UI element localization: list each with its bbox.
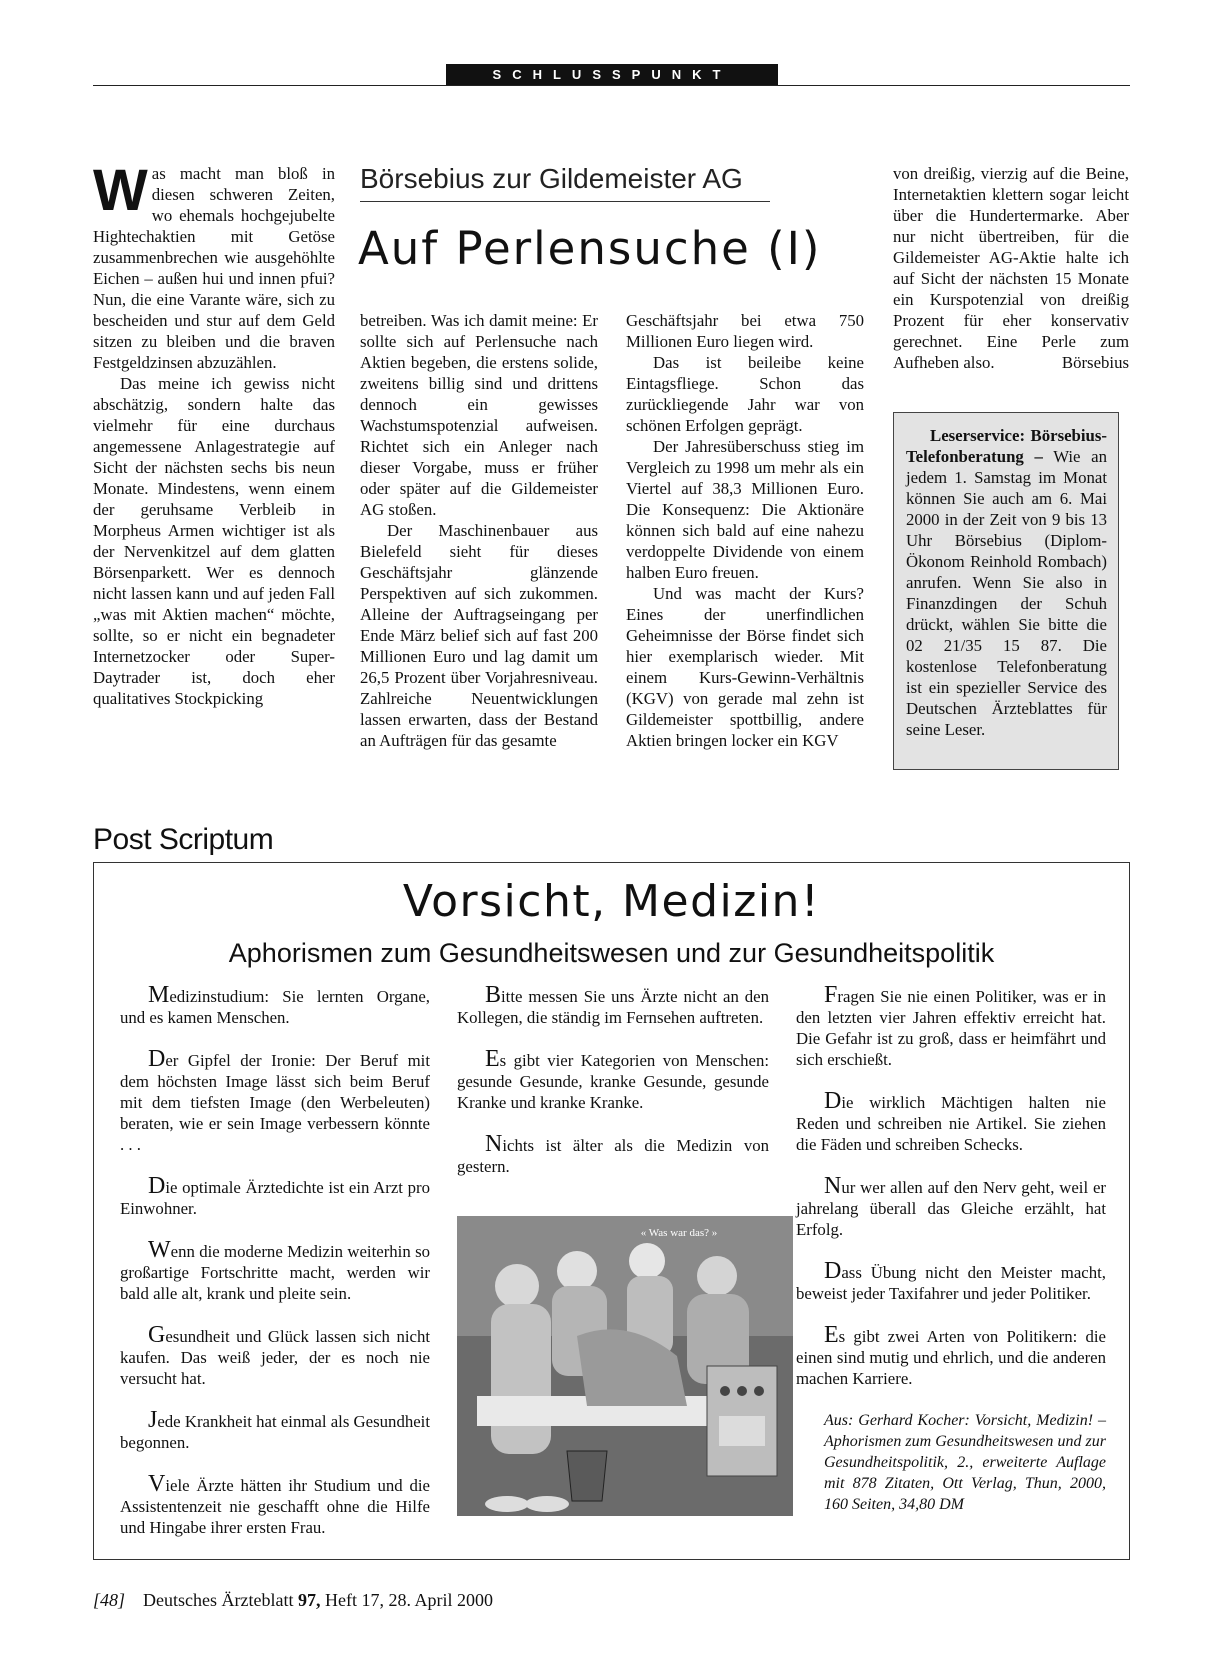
- article-kicker: Börsebius zur Gildemeister AG: [360, 163, 770, 202]
- aphorism: Die optimale Ärztedichte ist ein Arzt pro Einwohner.: [120, 1173, 430, 1218]
- aphorism: Es gibt zwei Arten von Politikern: die einen sind mutig und ehrlich, und die anderen machen Karriere.: [796, 1322, 1106, 1388]
- aphorism: Dass Übung nicht den Meister macht, beweist jeder Taxifahrer und jeder Politiker.: [796, 1258, 1106, 1303]
- paragraph: Der Maschinenbauer aus Bielefeld sieht für dieses Geschäftsjahr glänzende Perspektiven auf sich zukommen. Alleine der Auftragseingang per Ende März belief sich auf fast 200 Millionen Euro und lag damit um 26,5 Prozent über Vorjahresniveau. Zahlreiche Neuentwicklungen lassen erwarten, dass der Bestand an Aufträgen für das gesamte: [360, 521, 598, 750]
- author-signature: Börsebius: [1061, 353, 1129, 372]
- aphorism-column-1: [120, 982, 430, 1559]
- article-column-3: [626, 310, 864, 751]
- paragraph: Und was macht der Kurs? Eines der unerfindlichen Geheimnisse der Börse findet sich hier exemplarisch wieder. Mit einem Kurs-Gewinn-Verhältnis (KGV) von gerade mal zehn ist Gildemeister spottbillig, andere Aktien bringen locker ein KGV: [626, 584, 864, 750]
- surgery-cartoon: [457, 1216, 793, 1516]
- paragraph: Das meine ich gewiss nicht abschätzig, sondern halte das vielmehr für eine durchaus angemessene Anlagestrategie auf Sicht der nächsten sechs bis neun Monate. Mindestens, wenn einem der geruhsame Verbleib in Morpheus Armen wichtiger ist als der Nervenkitzel auf dem glatten Börsenparkett. Wer es dennoch nicht lassen kann und auf jeden Fall „was mit Aktien machen“ möchte, sollte, so er nicht ein begnadeter Internetzocker oder Super-Daytrader ist, doch eher qualitatives Stockpicking: [93, 374, 335, 708]
- drop-cap: W: [93, 158, 148, 223]
- article-column-1: [93, 158, 335, 709]
- article-column-4: [893, 163, 1129, 373]
- aphorism-column-3: [796, 982, 1106, 1515]
- paragraph: as macht man bloß in diesen schweren Zeiten, wo ehemals hochgejubelte Hightechaktien mit Getöse zusammenbrechen wie ausgehöhlte Eichen – außen hui und innen pfui? Nun, die eine Varante wäre, sich zu bescheiden und stur auf dem Geld sitzen zu bleiben und die braven Festgeldzinsen abzuzählen.: [93, 164, 335, 372]
- aphorism: Jede Krankheit hat einmal als Gesundheit begonnen.: [120, 1407, 430, 1452]
- aphorism: Nichts ist älter als die Medizin von gestern.: [457, 1131, 769, 1176]
- section-tag: SCHLUSSPUNKT: [446, 64, 778, 85]
- aphorism: Es gibt vier Kategorien von Menschen: gesunde Gesunde, kranke Gesunde, gesunde Kranke und kranke Kranke.: [457, 1046, 769, 1112]
- post-scriptum-label: Post Scriptum: [93, 823, 274, 856]
- aphorism: Gesundheit und Glück lassen sich nicht kaufen. Das weiß jeder, der es noch nie versucht hat.: [120, 1322, 430, 1388]
- article-column-2: [360, 310, 598, 751]
- paragraph: Der Jahresüberschuss stieg im Vergleich zu 1998 um mehr als ein Viertel auf 38,3 Millionen Euro. Die Konsequenz: Die Aktionäre können sich bald auf eine nahezu verdoppelte Dividende von einem halben Euro freuen.: [626, 437, 864, 582]
- paragraph: betreiben. Was ich damit meine: Er sollte sich auf Perlensuche nach Aktien begeben, die erstens solide, zweitens billig sind und drittens dennoch ein gewisses Wachstumspotenzial aufweisen. Richtet sich ein Anleger nach dieser Vorgabe, muss er früher oder später auf die Gildemeister AG stoßen.: [360, 311, 598, 519]
- paragraph: von dreißig, vierzig auf die Beine, Internetaktien klettern sogar leicht über die Hundertermarke. Aber nur nicht übertreiben, für die Gildemeister AG-Aktie halte ich auf Sicht der nächsten 15 Monate ein Kurspotenzial von dreißig Prozent für eher konservativ gerechnet. Eine Perle zum Aufheben also.: [893, 164, 1129, 372]
- cartoon-caption: « Was war das? »: [640, 1227, 718, 1239]
- source-citation: Aus: Gerhard Kocher: Vorsicht, Medizin! – Aphorismen zum Gesundheitswesen und zur Gesundheitspolitik, 2., erweiterte Auflage mit 878 Zitaten, Ott Verlag, Thun, 2000, 160 Seiten, 34,80 DM: [824, 1412, 1106, 1513]
- header-rule: [93, 85, 1130, 86]
- page-number: [48]: [93, 1590, 126, 1610]
- journal-name: Deutsches Ärzteblatt: [143, 1590, 294, 1610]
- paragraph: Geschäftsjahr bei etwa 750 Millionen Euro liegen wird.: [626, 311, 864, 351]
- page-footer: [93, 1590, 493, 1611]
- post-scriptum-title: Vorsicht, Medizin!: [402, 876, 821, 927]
- reader-service-text: Wie an jedem 1. Samstag im Monat können Sie auch am 6. Mai 2000 in der Zeit von 9 bis 13 Uhr Börsebius (Diplom-Ökonom Reinhold Rombach) anrufen. Wenn Sie also in Finanzdingen der Schuh drückt, wählen Sie bitte die 02 21/35 15 87. Die kostenlose Telefonberatung ist ein spezieller Service des Deutschen Ärzteblattes für seine Leser.: [906, 447, 1107, 739]
- aphorism: Wenn die moderne Medizin weiterhin so großartige Fortschritte macht, werden wir bald alle alt, krank und pleite sein.: [120, 1237, 430, 1303]
- aphorism: Fragen Sie nie einen Politiker, was er in den letzten vier Jahren effektiv erreicht hat. Die Gefahr ist zu groß, dass er heimfährt und sich erschießt.: [796, 982, 1106, 1069]
- aphorism: Medizinstudium: Sie lernten Organe, und es kamen Menschen.: [120, 982, 430, 1027]
- reader-service-title: Leserservice: Börsebius-Telefonberatung –: [906, 426, 1107, 466]
- article-headline: Auf Perlensuche (I): [358, 222, 822, 275]
- aphorism: Die wirklich Mächtigen halten nie Reden und schreiben nie Artikel. Sie ziehen die Fäden und schreiben Schecks.: [796, 1088, 1106, 1154]
- volume-number: 97,: [297, 1590, 321, 1610]
- reader-service-box: [893, 412, 1119, 770]
- aphorism: Nur wer allen auf den Nerv geht, weil er jahrelang überall das Gleiche erzählt, hat Erfolg.: [796, 1173, 1106, 1239]
- issue-date: Heft 17, 28. April 2000: [324, 1590, 493, 1610]
- post-scriptum-subtitle: Aphorismen zum Gesundheitswesen und zur Gesundheitspolitik: [228, 938, 995, 968]
- aphorism-column-2: [457, 982, 769, 1198]
- paragraph: Das ist beileibe keine Eintagsfliege. Schon das zurückliegende Jahr war von schönen Erfolgen geprägt.: [626, 353, 864, 435]
- aphorism: Bitte messen Sie uns Ärzte nicht an den Kollegen, die ständig im Fernsehen auftreten.: [457, 982, 769, 1027]
- aphorism: Der Gipfel der Ironie: Der Beruf mit dem höchsten Image lässt sich beim Beruf mit dem tiefsten Image (den Werbeleuten) beraten, wie er sein Image verbessern könnte . . .: [120, 1046, 430, 1154]
- aphorism: Viele Ärzte hätten ihr Studium und die Assistentenzeit nie geschafft ohne die Hilfe und Hingabe ihrer ersten Frau.: [120, 1471, 430, 1537]
